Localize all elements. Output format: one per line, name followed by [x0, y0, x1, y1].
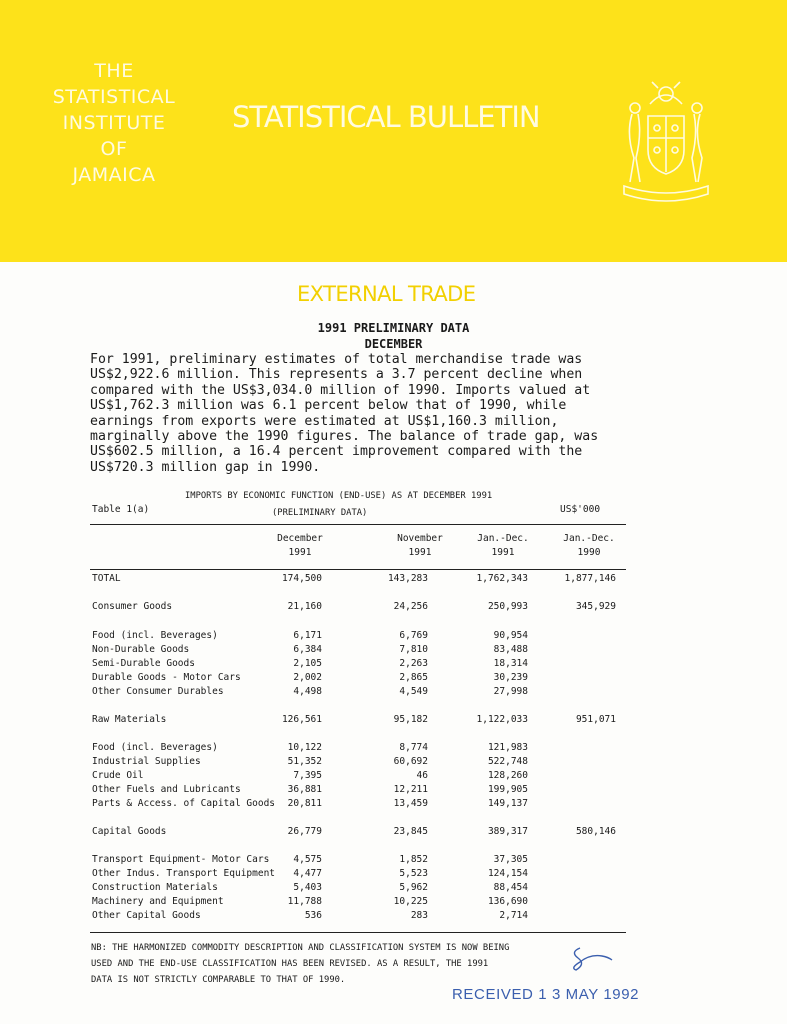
table-cell: 2,002	[293, 672, 322, 683]
row-label: Machinery and Equipment	[92, 896, 224, 907]
column-header-label: Jan.-Dec.	[563, 533, 615, 544]
table-cell: 4,498	[293, 686, 322, 697]
paragraph-line: earnings from exports were estimated at US$1,160.3 million,	[90, 413, 559, 429]
table-cell: 20,811	[287, 798, 322, 809]
table-cell: 5,403	[293, 882, 322, 893]
table-cell: 88,454	[493, 882, 528, 893]
table-subtitle: (PRELIMINARY DATA)	[272, 508, 368, 518]
table-cell: 4,575	[293, 854, 322, 865]
column-header-year: 1990	[577, 547, 601, 558]
table-cell: 10,225	[393, 896, 428, 907]
institute-line: INSTITUTE	[62, 112, 166, 134]
row-label: Other Consumer Durables	[92, 686, 224, 697]
table-cell: 21,160	[287, 601, 322, 612]
table-cell: 1,852	[399, 854, 428, 865]
table-cell: 26,779	[287, 826, 322, 837]
table-cell: 30,239	[493, 672, 528, 683]
table-cell: 37,305	[493, 854, 528, 865]
footnote-line: DATA IS NOT STRICTLY COMPARABLE TO THAT OF 1990.	[91, 975, 346, 985]
table-cell: 36,881	[287, 784, 322, 795]
table-cell: 10,122	[287, 742, 322, 753]
received-date-stamp: RECEIVED 1 3 MAY 1992	[452, 986, 640, 1003]
row-label: Construction Materials	[92, 882, 218, 893]
paragraph-line: US$1,762.3 million was 6.1 percent below that of 1990, while	[90, 398, 567, 414]
table-cell: 51,352	[287, 756, 322, 767]
column-header-year: 1991	[491, 547, 515, 558]
table-cell: 126,561	[281, 714, 322, 725]
column-header-label: December	[277, 533, 323, 544]
table-cell: 46	[416, 770, 428, 781]
table-cell: 2,714	[499, 910, 528, 921]
table-cell: 174,500	[281, 573, 322, 584]
paragraph-line: US$720.3 million gap in 1990.	[90, 459, 321, 475]
table-cell: 1,877,146	[564, 573, 616, 584]
table-cell: 5,523	[399, 868, 428, 879]
institute-name	[40, 58, 188, 188]
table-cell: 149,137	[487, 798, 528, 809]
table-cell: 7,810	[399, 644, 428, 655]
footnote-line: NB: THE HARMONIZED COMMODITY DESCRIPTION AND CLASSIFICATION SYSTEM IS NOW BEING	[91, 943, 510, 953]
table-cell: 4,477	[293, 868, 322, 879]
heading-preliminary-data: 1991 PRELIMINARY DATA	[317, 321, 470, 335]
row-label: Industrial Supplies	[92, 756, 201, 767]
paragraph-line: marginally above the 1990 figures. The balance of trade gap, was	[90, 429, 599, 445]
paragraph-line: US$602.5 million, a 16.4 percent improvement compared with the	[90, 444, 583, 460]
row-label: Transport Equipment- Motor Cars	[92, 854, 270, 865]
paragraph-line: compared with the US$3,034.0 million of 1990. Imports valued at	[90, 382, 591, 398]
summary-paragraph	[90, 352, 702, 475]
table-cell: 1,122,033	[476, 714, 528, 725]
table-cell: 90,954	[493, 630, 528, 641]
row-label: Semi-Durable Goods	[92, 658, 195, 669]
table-cell: 536	[304, 910, 322, 921]
coat-of-arms-icon	[614, 78, 718, 202]
table-cell: 18,314	[493, 658, 528, 669]
table-cell: 250,993	[487, 601, 528, 612]
table-cell: 83,488	[493, 644, 528, 655]
column-header-label: Jan.-Dec.	[477, 533, 529, 544]
table-cell: 12,211	[393, 784, 428, 795]
table-cell: 95,182	[393, 714, 428, 725]
institute-line: STATISTICAL	[52, 86, 176, 108]
table-cell: 60,692	[393, 756, 428, 767]
table-cell: 951,071	[575, 714, 616, 725]
table-cell: 5,962	[399, 882, 428, 893]
table-cell: 11,788	[287, 896, 322, 907]
table-cell: 6,171	[293, 630, 322, 641]
table-cell: 1,762,343	[476, 573, 528, 584]
section-title: EXTERNAL TRADE	[297, 282, 476, 306]
table-title: IMPORTS BY ECONOMIC FUNCTION (END-USE) AS AT DECEMBER 1991	[185, 491, 493, 501]
row-label: Food (incl. Beverages)	[92, 742, 218, 753]
bulletin-title: STATISTICAL BULLETIN	[232, 100, 540, 134]
table-cell: 6,384	[293, 644, 322, 655]
table-cell: 2,263	[399, 658, 428, 669]
table-cell: 2,105	[293, 658, 322, 669]
heading-month: DECEMBER	[364, 337, 423, 351]
table-cell: 580,146	[575, 826, 616, 837]
table-header-rule	[90, 569, 626, 570]
row-label: Food (incl. Beverages)	[92, 630, 218, 641]
column-header-year: 1991	[288, 547, 312, 558]
row-label: Capital Goods	[92, 826, 167, 837]
table-units: US$'000	[560, 504, 601, 515]
institute-line: THE	[94, 60, 134, 82]
table-cell: 8,774	[399, 742, 428, 753]
table-cell: 143,283	[387, 573, 428, 584]
paragraph-line: For 1991, preliminary estimates of total merchandise trade was	[90, 352, 583, 367]
table-footnote	[91, 940, 509, 988]
row-label: TOTAL	[92, 573, 121, 584]
table-label: Table 1(a)	[92, 504, 150, 515]
row-label: Crude Oil	[92, 770, 144, 781]
column-header-label: November	[397, 533, 443, 544]
table-cell: 345,929	[575, 601, 616, 612]
table-cell: 24,256	[393, 601, 428, 612]
table-cell: 389,317	[487, 826, 528, 837]
table-cell: 283	[410, 910, 428, 921]
column-header-year: 1991	[408, 547, 432, 558]
table-cell: 199,905	[487, 784, 528, 795]
table-bottom-rule	[90, 932, 626, 933]
table-cell: 13,459	[393, 798, 428, 809]
table-cell: 27,998	[493, 686, 528, 697]
table-cell: 7,395	[293, 770, 322, 781]
footnote-line: USED AND THE END-USE CLASSIFICATION HAS BEEN REVISED. AS A RESULT, THE 1991	[91, 959, 489, 969]
row-label: Non-Durable Goods	[92, 644, 190, 655]
table-cell: 4,549	[399, 686, 428, 697]
row-label: Parts & Access. of Capital Goods	[92, 798, 276, 809]
row-label: Durable Goods - Motor Cars	[92, 672, 241, 683]
table-cell: 124,154	[487, 868, 528, 879]
table-cell: 522,748	[487, 756, 528, 767]
row-label: Consumer Goods	[92, 601, 173, 612]
institute-line: OF	[100, 138, 128, 160]
row-label: Raw Materials	[92, 714, 167, 725]
table-cell: 6,769	[399, 630, 428, 641]
row-label: Other Indus. Transport Equipment	[92, 868, 276, 879]
table-cell: 136,690	[487, 896, 528, 907]
handwritten-initials	[566, 944, 616, 974]
row-label: Other Capital Goods	[92, 910, 201, 921]
table-top-rule	[90, 524, 626, 525]
institute-line: JAMAICA	[72, 164, 156, 186]
table-cell: 23,845	[393, 826, 428, 837]
table-cell: 121,983	[487, 742, 528, 753]
paragraph-line: US$2,922.6 million. This represents a 3.7 percent decline when	[90, 367, 583, 383]
table-cell: 128,260	[487, 770, 528, 781]
table-cell: 2,865	[399, 672, 428, 683]
row-label: Other Fuels and Lubricants	[92, 784, 241, 795]
